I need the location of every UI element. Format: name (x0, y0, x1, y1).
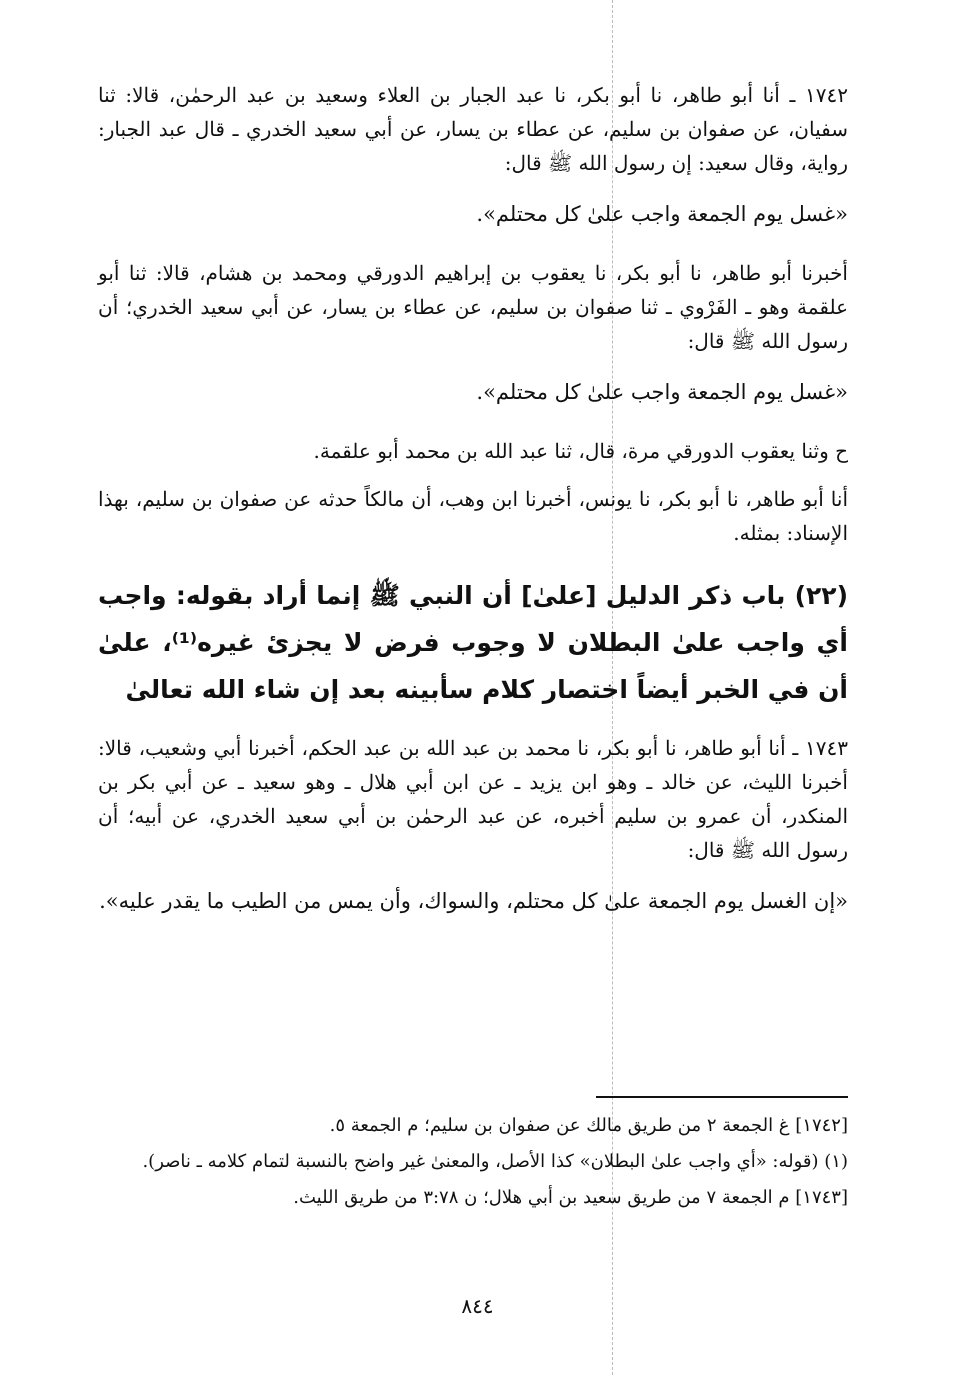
hadith-1742-third-isnad: ح وثنا يعقوب الدورقي مرة، قال، ثنا عبد الله بن محمد أبو علقمة. (313, 439, 848, 463)
hadith-1743-matn: «إن الغسل يوم الجمعة علىٰ كل محتلم، والسواك، وأن يمس من الطيب ما يقدر عليه». (99, 889, 848, 913)
page-number: ٨٤٤ (461, 1294, 494, 1318)
hadith-1742-second-matn: «غسل يوم الجمعة واجب علىٰ كل محتلم». (476, 380, 848, 404)
main-text (98, 78, 848, 921)
hadith-1742-matn: «غسل يوم الجمعة واجب علىٰ كل محتلم». (476, 202, 848, 226)
chapter-heading-22: (٢٢) باب ذكر الدليل [علىٰ] أن النبي ﷺ إنما أراد بقوله: واجب أي واجب علىٰ البطلان لا وجوب فرض لا يجزئ غيره⁽¹⁾، علىٰ أن في الخبر أيضاً اختصار كلام سأبينه بعد إن شاء الله تعالىٰ (98, 581, 849, 704)
footnote-1: (١) (قوله: «أي واجب علىٰ البطلان» كذا الأصل، والمعنىٰ غير واضح بالنسبة لتمام كلامه ـ ناصر). (142, 1151, 848, 1172)
hadith-1742-isnad: ١٧٤٢ ـ أنا أبو طاهر، نا أبو بكر، نا عبد الجبار بن العلاء وسعيد بن عبد الرحمٰن، قالا: ثنا سفيان، عن صفوان بن سليم، عن عطاء بن يسار، عن أبي سعيد الخدري ـ قال عبد الجبار: رواية، وقال سعيد: إن رسول الله ﷺ قال: (98, 83, 848, 175)
footnote-separator (596, 1096, 848, 1098)
hadith-1742-second-isnad: أخبرنا أبو طاهر، نا أبو بكر، نا يعقوب بن إبراهيم الدورقي ومحمد بن هشام، قالا: ثنا أبو علقمة وهو ـ الفَرْوي ـ ثنا صفوان بن سليم، عن عطاء بن يسار، عن أبي سعيد الخدري؛ أن رسول الله ﷺ قال: (98, 261, 848, 353)
hadith-1743-isnad: ١٧٤٣ ـ أنا أبو طاهر، نا أبو بكر، نا محمد بن عبد الله بن عبد الحكم، أخبرنا أبي وشعيب، قالا: أخبرنا الليث، عن خالد ـ وهو ابن يزيد ـ عن ابن أبي هلال ـ وهو سعيد ـ عن أبي بكر بن المنكدر، أن عمرو بن سليم أخبره، عن عبد الرحمٰن بن أبي سعيد الخدري، عن أبيه؛ أن رسول الله ﷺ قال: (98, 736, 848, 862)
footnote-1742: [١٧٤٢] غ الجمعة ٢ من طريق مالك عن صفوان بن سليم؛ م الجمعة ٥. (329, 1115, 848, 1136)
footnotes (98, 1108, 848, 1216)
hadith-1742-fourth-isnad: أنا أبو طاهر، نا أبو بكر، نا يونس، أخبرنا ابن وهب، أن مالكاً حدثه عن صفوان بن سليم، بهذا الإسناد: بمثله. (98, 487, 848, 545)
footnote-1743: [١٧٤٣] م الجمعة ٧ من طريق سعيد بن أبي هلال؛ ن ٣:٧٨ من طريق الليث. (293, 1187, 848, 1208)
